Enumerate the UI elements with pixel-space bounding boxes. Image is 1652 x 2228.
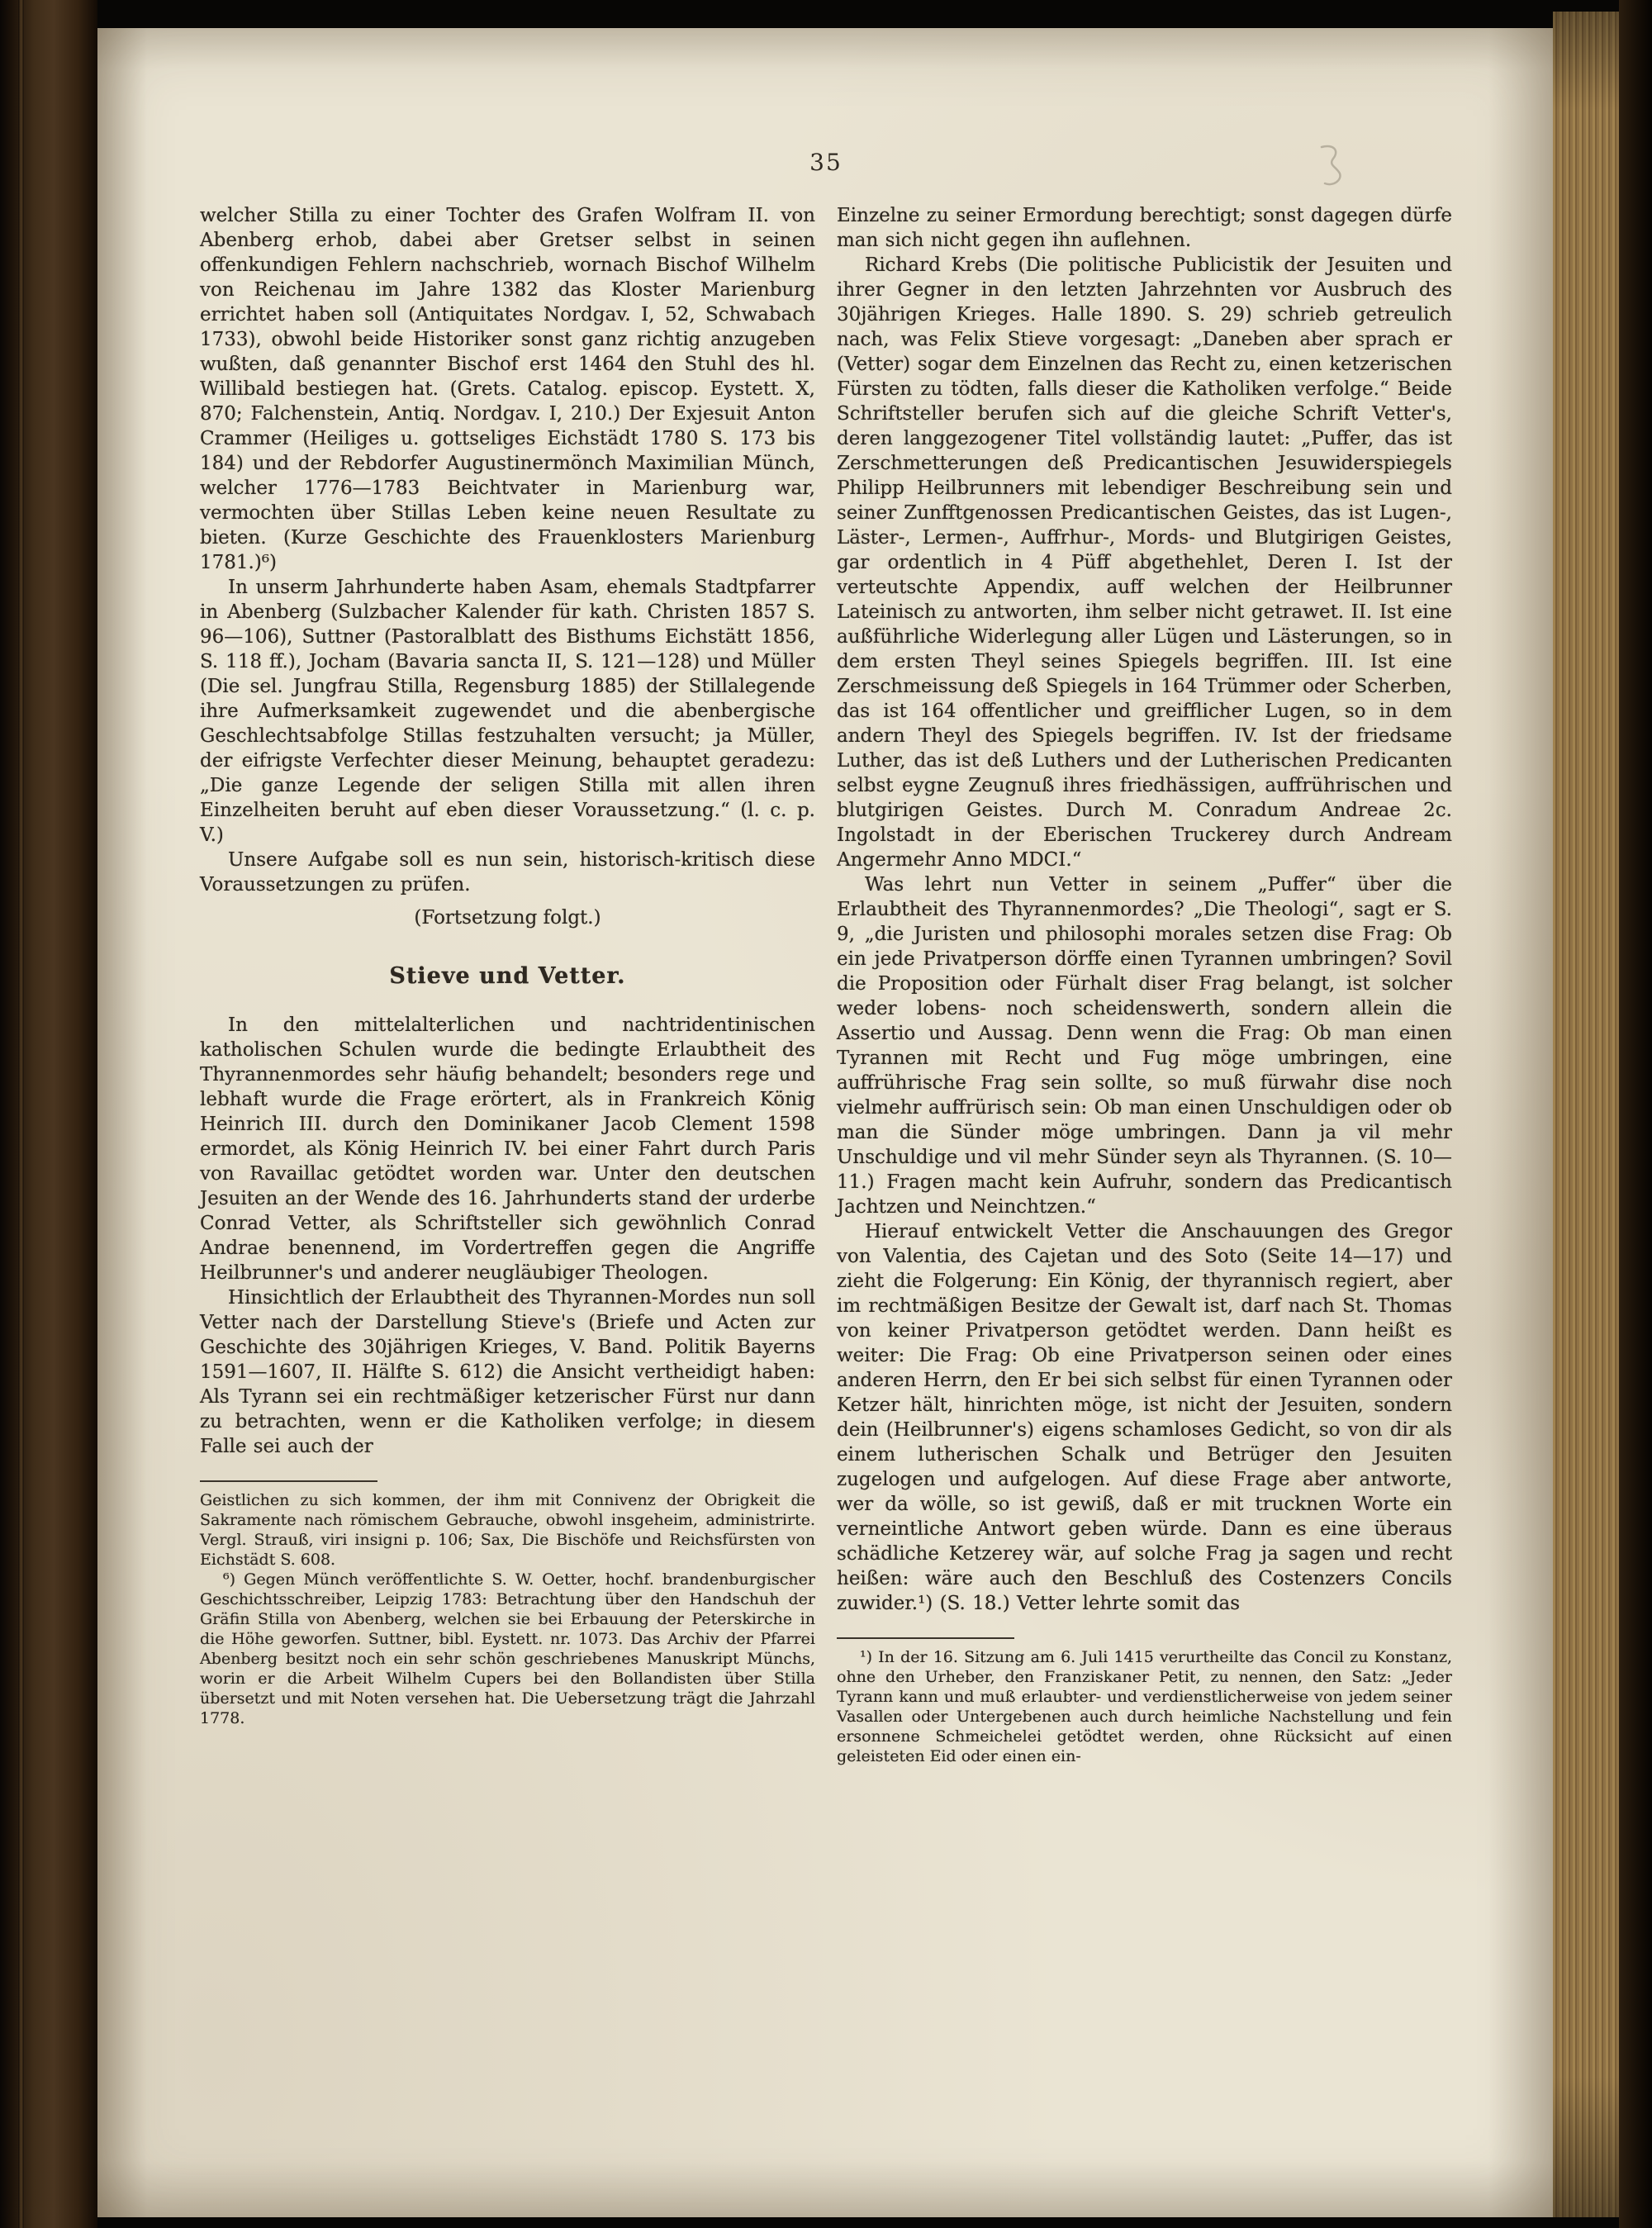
footnotes-right	[837, 1637, 1452, 1766]
paragraph-jahrhundert: In unserm Jahrhunderte haben Asam, ehemals Stadtpfarrer in Abenberg (Sulzbacher Kalender für kath. Christen 1857 S. 96—106), Suttner (Pastoralblatt des Bisthums Eichstätt 1856, S. 118 ff.), Jocham (Bavaria sancta II, S. 121—128) und Müller (Die sel. Jungfrau Stilla, Regensburg 1885) der Stillalegende ihre Aufmerksamkeit zugewendet und die abenbergische Geschlechtsabfolge Stillas festzuhalten versucht; ja Müller, der eifrigste Verfechter dieser Meinung, behauptet geradezu: „Die ganze Legende der seligen Stilla mit allen ihren Einzelheiten beruht auf eben dieser Voraussetzung.“ (l. c. p. V.)	[200, 577, 815, 846]
text-column-left	[200, 203, 815, 1766]
footnote-rule-right	[837, 1637, 1014, 1639]
paragraph-ermordung: Einzelne zu seiner Ermordung berechtigt; sonst dagegen dürfe man sich nicht gegen ihn auflehnen.	[837, 205, 1452, 251]
continuation-note: (Fortsetzung folgt.)	[414, 907, 601, 929]
footnote-rule-left	[200, 1480, 377, 1482]
page-number: 35	[809, 149, 843, 176]
footnote-1: ¹) In der 16. Sitzung am 6. Juli 1415 verurtheilte das Concil zu Konstanz, ohne den Urheber, den Franziskaner Petit, zu nennen, den Satz: „Jeder Tyrann kann und muß erlaubter- und verdienstlicherweise von jedem seiner Vasallen oder Untergebenen auch durch heimliche Nachstellung und fein ersonnene Schmeichelei getödtet werden, ohne Rücksicht auf einen geleisteten Eid oder einen ein-	[837, 1648, 1452, 1765]
book-page-edges	[1553, 12, 1621, 2217]
paragraph-puffer: Was lehrt nun Vetter in seinem „Puffer“ über die Erlaubtheit des Thyrannenmordes? „Die Theologi“, sagt er S. 9, „die Juristen und philosophi morales setzen dise Frag: Ob ein jede Privatperson dörffe einen Tyrannen umbringen? Sovil die Proposition oder Fürhalt diser Frag belangt, ist solcher weder lobens- noch scheidenswerth, sondern allein die Assertio und Aussag. Denn wenn die Frag: Ob man einen Tyrannen mit Recht und Fug möge umbringen, eine auffrührische Frag sein sollte, so muß fürwahr dise noch vielmehr auffrürisch sein: Ob man einen Unschuldigen oder ob man die Sünder möge umbringen. Dann ja vil mehr Unschuldige und vil mehr Sünder seyn als Thyrannen. (S. 10—11.) Fragen macht kein Aufruhr, sondern das Predicantisch Jachtzen und Neinchtzen.“	[837, 874, 1452, 1218]
paragraph-valentia: Hierauf entwickelt Vetter die Anschauungen des Gregor von Valentia, des Cajetan und des Soto (Seite 14—17) und zieht die Folgerung: Ein König, der thyrannisch regiert, aber im rechtmäßigen Besitze der Gewalt ist, darf nach St. Thomas von keiner Privatperson getödtet werden. Dann heißt es weiter: Die Frag: Ob eine Privatperson seinen oder eines anderen Herrn, den Er bei sich selbst für einen Tyrannen oder Ketzer hält, hinrichten möge, ist nicht der Jesuiten, sondern dein (Heilbrunner's) eigens schamloses Gedicht, so von dir als einem lutherischen Schalk und Betrüger den Jesuiten zugelogen und aufgelogen. Auf diese Frage aber antworte, wer da wölle, so ist gewiß, daß er mit trucknen Worte ein verneintliche Antwort geben würde. Dann es eine überaus schädliche Ketzerey wär, auf solche Frag ja sagen und recht heißen: wäre auch den Beschluß des Costenzers Concils zuwider.¹) (S. 18.) Vetter lehrte somit das	[837, 1221, 1452, 1614]
paragraph-schulen: In den mittelalterlichen und nachtridentinischen katholischen Schulen wurde die bedingte Erlaubtheit des Thyrannenmordes sehr häufig behandelt; besonders rege und lebhaft wurde die Frage erörtert, als in Frankreich König Heinrich III. durch den Dominikaner Jacob Clement 1598 ermordet, als König Heinrich IV. bei einer Fahrt durch Paris von Ravaillac getödtet worden war. Unter den deutschen Jesuiten an der Wende des 16. Jahrhunderts stand der urderbe Conrad Vetter, als Schriftsteller sich gewöhnlich Conrad Andrae benennend, im Vordertreffen gegen die Angriffe Heilbrunner's und anderer neugläubiger Theologen.	[200, 1014, 815, 1284]
book-page	[97, 28, 1555, 2217]
section-heading: Stieve und Vetter.	[389, 963, 626, 989]
footnotes-left	[200, 1480, 815, 1728]
book-cover-right	[1619, 0, 1652, 2228]
book-spine-left	[0, 0, 97, 2228]
paragraph-aufgabe: Unsere Aufgabe soll es nun sein, historisch-kritisch diese Voraussetzungen zu prüfen.	[200, 849, 815, 895]
paragraph-erlaubtheit: Hinsichtlich der Erlaubtheit des Thyrannen-Mordes nun soll Vetter nach der Darstellung Stieve's (Briefe und Acten zur Geschichte des 30jährigen Krieges, V. Band. Politik Bayerns 1591—1607, II. Hälfte S. 612) die Ansicht vertheidigt haben: Als Tyrann sei ein rechtmäßiger ketzerischer Fürst nur dann zu betrachten, wenn er die Katholiken verfolge; in diesem Falle sei auch der	[200, 1287, 815, 1457]
text-column-right	[837, 203, 1452, 1766]
text-columns	[200, 203, 1452, 1766]
footnote-6: ⁶) Gegen Münch veröffentlichte S. W. Oetter, hochf. brandenburgischer Geschichtsschreiber, Leipzig 1783: Betrachtung über den Handschuh der Gräfin Stilla von Abenberg, welchen sie bei Erbauung der Peterskirche in die Höhe geworfen. Suttner, bibl. Eystett. nr. 1073. Das Archiv der Pfarrei Abenberg besitzt noch ein sehr schön geschriebenes Manuskript Münchs, worin er die Arbeit Wilhelm Cupers bei den Bollandisten über Stilla übersetzt und mit Noten versehen hat. Die Uebersetzung trägt die Jahrzahl 1778.	[200, 1570, 815, 1727]
paragraph-krebs: Richard Krebs (Die politische Publicistik der Jesuiten und ihrer Gegner in den letzten Jahrzehnten vor Ausbruch des 30jährigen Krieges. Halle 1890. S. 29) schrieb getreulich nach, was Felix Stieve vorgesagt: „Daneben aber sprach er (Vetter) sogar dem Einzelnen das Recht zu, einen ketzerischen Fürsten zu tödten, falls dieser die Katholiken verfolge.“ Beide Schriftsteller berufen sich auf die gleiche Schrift Vetter's, deren langgezogener Titel vollständig lautet: „Puffer, das ist Zerschmetterungen deß Predicantischen Jesuwiderspiegels Philipp Heilbrunners mit lebendiger Beschreibung sein und seiner Zunfftgenossen Predicantischen Geistes, das ist Lugen-, Läster-, Lermen-, Auffrhur-, Mords- und Blutgirigen Geistes, gar ordentlich in 4 Püff abgethehlet, Deren I. Ist der verteutschte Appendix, auff welchen der Heilbrunner Lateinisch zu antworten, ihm selber nicht getrawet. II. Ist eine außführliche Widerlegung aller Lügen und Lästerungen, so in dem ersten Theyl seines Spiegels begriffen. III. Ist eine Zerschmeissung deß Spiegels in 164 Trümmer oder Scherben, das ist 164 offentlicher und greifflicher Lugen, so in dem andern Theyl des Spiegels begriffen. IV. Ist der friedsame Luther, das ist deß Luthers und der Lutherischen Predicanten selbst eygne Zeugnuß ihres friedhässigen, auffrührischen und blutgirigen Geistes. Durch M. Conradum Andreae 2c. Ingolstadt in der Eberischen Truckerey durch Andream Angermehr Anno MDCI.“	[837, 254, 1452, 871]
footnote-continuation: Geistlichen zu sich kommen, der ihm mit Connivenz der Obrigkeit die Sakramente nach römischem Gebrauche, obwohl insgeheim, administrirte. Vergl. Strauß, viri insigni p. 106; Sax, Die Bischöfe und Reichsfürsten von Eichstädt S. 608.	[200, 1491, 815, 1569]
handwritten-margin-mark	[1312, 142, 1350, 192]
paragraph-stilla-continuation: welcher Stilla zu einer Tochter des Grafen Wolfram II. von Abenberg erhob, dabei aber Gretser selbst in seinen offenkundigen Fehlern nachschrieb, wornach Bischof Wilhelm von Reichenau im Jahre 1382 das Kloster Marienburg errichtet haben soll (Antiquitates Nordgav. I, 52, Schwabach 1733), obwohl beide Historiker sonst ganz richtig anzugeben wußten, daß genannter Bischof erst 1464 den Stuhl des hl. Willibald bestiegen hat. (Grets. Catalog. episcop. Eystett. X, 870; Falchenstein, Antiq. Nordgav. I, 210.) Der Exjesuit Anton Crammer (Heiliges u. gottseliges Eichstädt 1780 S. 173 bis 184) und der Rebdorfer Augustinermönch Maximilian Münch, welcher 1776—1783 Beichtvater in Marienburg war, vermochten über Stillas Leben keine neuen Resultate zu bieten. (Kurze Geschichte des Frauenklosters Marienburg 1781.)⁶)	[200, 205, 815, 573]
